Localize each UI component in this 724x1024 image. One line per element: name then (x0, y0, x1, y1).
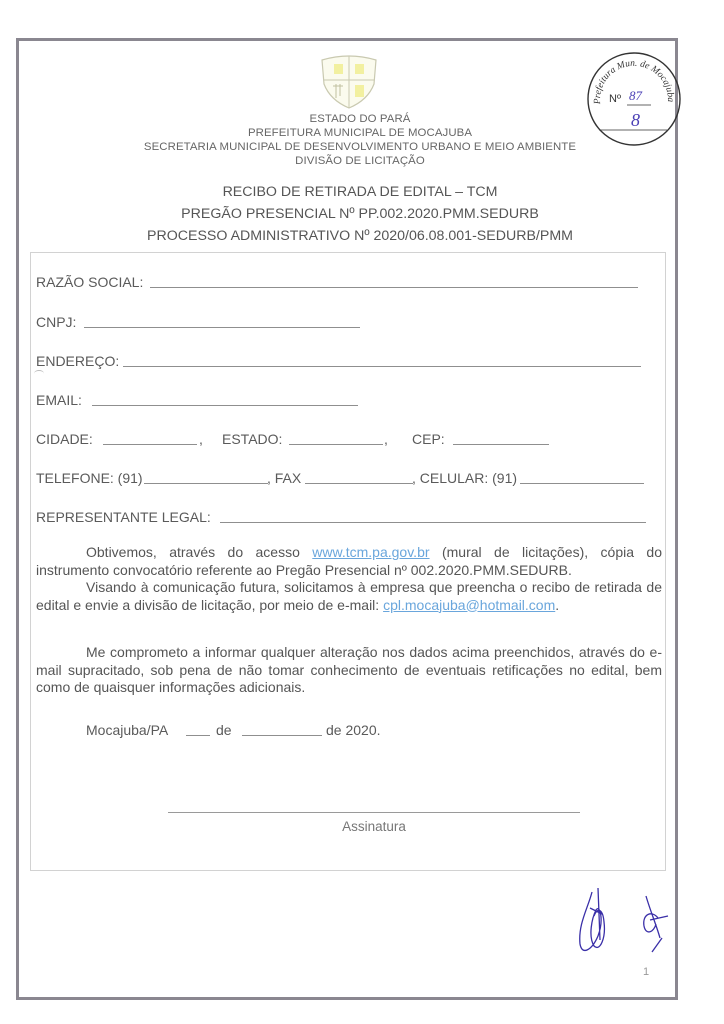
signature-line[interactable] (168, 812, 580, 813)
paragraph-comprometo (36, 644, 662, 697)
stamp-arc-text: Prefeitura Mun. de Mocajuba (592, 58, 676, 105)
paragraph-obtivemos (36, 544, 662, 579)
date-de-1: de (216, 722, 232, 738)
date-month-field[interactable] (242, 735, 322, 736)
doc-subtitle-pregao: PREGÃO PRESENCIAL Nº PP.002.2020.PMM.SEDURB (181, 206, 539, 222)
fax-field[interactable] (305, 483, 413, 484)
stamp-sub-value: 8 (631, 110, 640, 130)
doc-title: RECIBO DE RETIRADA DE EDITAL – TCM (222, 184, 498, 200)
p2-text-a: Visando à comunicação futura, solicitamos à empresa que preencha o recibo de retirada de edital e envie a divisão de licitação, por meio de e-mail: (36, 579, 662, 613)
header-secretaria: SECRETARIA MUNICIPAL DE DESENVOLVIMENTO URBANO E MEIO AMBIENTE (143, 141, 577, 153)
fax-label: , FAX (267, 470, 302, 486)
cidade-field[interactable] (103, 444, 197, 445)
header-state: ESTADO DO PARÁ (309, 113, 411, 125)
endereco-label: ENDEREÇO: (36, 353, 120, 369)
stamp-number-label: Nº (609, 93, 621, 105)
date-day-field[interactable] (186, 735, 210, 736)
telefone-label: TELEFONE: (91) (36, 470, 143, 486)
celular-field[interactable] (520, 483, 644, 484)
stamp-number-value: 87 (629, 88, 642, 103)
header-divisao: DIVISÃO DE LICITAÇÃO (295, 155, 425, 167)
razao-social-field[interactable] (150, 287, 638, 288)
p2-text-b: . (555, 596, 560, 613)
email-field[interactable] (92, 405, 358, 406)
p3-text: Me comprometo a informar qualquer alteração nos dados acima preenchidos, através do e-mail supracitado, sob pena de não tomar conhecimento de eventuais retificações no edital, bem como de quaisquer informações adicionais. (36, 644, 662, 695)
page-number: 1 (643, 966, 650, 978)
razao-social-label: RAZÃO SOCIAL: (36, 274, 144, 290)
email-label: EMAIL: (36, 392, 82, 408)
cidade-label: CIDADE: (36, 431, 93, 447)
cep-label: CEP: (412, 431, 445, 447)
p1-text-b: (mural de licitações), cópia do instrumento convocatório referente ao Pregão Presencial nº 002.2020.PMM.SEDURB. (36, 544, 663, 578)
coat-of-arms-logo (318, 54, 380, 110)
date-place: Mocajuba/PA (86, 722, 169, 738)
protocol-stamp (585, 50, 683, 148)
doc-subtitle-processo: PROCESSO ADMINISTRATIVO Nº 2020/06.08.001-SEDURB/PMM (147, 228, 573, 244)
email-link[interactable]: cpl.mocajuba@hotmail.com (383, 596, 556, 613)
header-prefeitura: PREFEITURA MUNICIPAL DE MOCAJUBA (247, 127, 473, 139)
telefone-field[interactable] (144, 483, 268, 484)
cep-field[interactable] (453, 444, 549, 445)
representante-label: REPRESENTANTE LEGAL: (36, 509, 211, 525)
handwritten-signatures (570, 880, 680, 970)
cidade-comma: , (199, 431, 203, 447)
estado-label: ESTADO: (222, 431, 283, 447)
paragraph-visando (36, 579, 662, 614)
cnpj-label: CNPJ: (36, 314, 77, 330)
estado-comma: , (384, 431, 388, 447)
celular-label: , CELULAR: (91) (412, 470, 518, 486)
signature-label: Assinatura (342, 819, 406, 834)
p1-text-a: Obtivemos, através do acesso (86, 544, 300, 560)
cnpj-field[interactable] (84, 327, 360, 328)
scan-artifact (34, 370, 44, 377)
tcm-link[interactable]: www.tcm.pa.gov.br (312, 544, 430, 560)
representante-field[interactable] (220, 522, 646, 523)
date-de-2: de 2020. (326, 722, 381, 738)
endereco-field[interactable] (123, 366, 641, 367)
estado-field[interactable] (289, 444, 383, 445)
